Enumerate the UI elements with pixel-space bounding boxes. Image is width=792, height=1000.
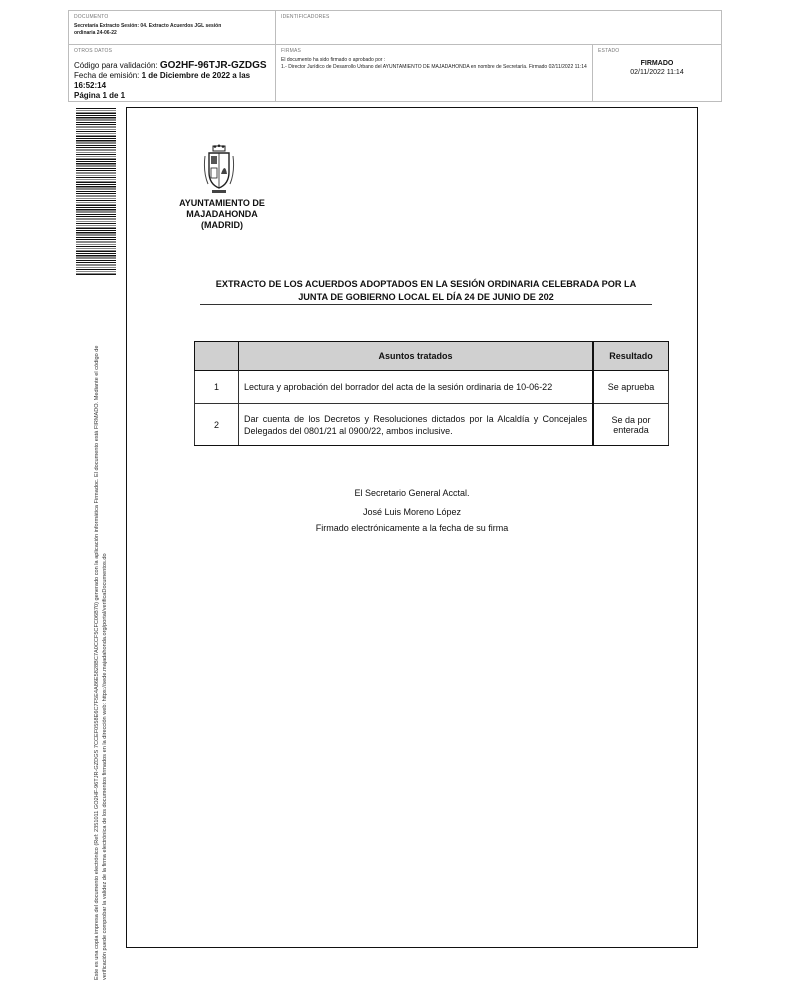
title-line-2: JUNTA DE GOBIERNO LOCAL EL DÍA 24 DE JUNIO DE 202 xyxy=(298,292,554,302)
otros-datos-caption: OTROS DATOS xyxy=(74,48,113,54)
validation-code[interactable]: GO2HF-96TJR-GZDGS xyxy=(159,60,267,71)
agenda-table xyxy=(194,341,669,446)
row-asunto: Dar cuenta de los Decretos y Resoluciones dictados por la Alcaldía y Concejales Delegados del 0801/21 al 0900/22, ambos inclusive. xyxy=(239,404,594,446)
org-line-2: MAJADAHONDA xyxy=(186,209,258,219)
row-resultado: Se da por enterada xyxy=(593,404,669,446)
title-underline xyxy=(200,304,652,305)
row-num: 1 xyxy=(195,371,239,404)
header-resultado: Resultado xyxy=(593,342,669,371)
side-verification-text xyxy=(94,300,109,980)
page-count: Página 1 de 1 xyxy=(74,91,126,100)
signature-role: El Secretario General Acctal. xyxy=(354,488,470,498)
row-resultado: Se aprueba xyxy=(593,371,669,404)
firmas-cell xyxy=(276,45,593,101)
codigo-label: Código para validación: xyxy=(74,61,160,70)
header-asuntos: Asuntos tratados xyxy=(239,342,594,371)
table-row xyxy=(195,404,669,446)
org-line-3: (MADRID) xyxy=(201,220,243,230)
barcode xyxy=(76,108,116,276)
estado-values xyxy=(593,59,721,77)
estado-status: FIRMADO xyxy=(640,60,674,67)
identificadores-cell xyxy=(276,11,721,45)
firmas-line-2: 1.- Director Jurídico de Desarrollo Urbano del AYUNTAMIENTO DE MAJADAHONDA en nombre de Secretaría. Firmado 02/11/2022 11:14 xyxy=(281,64,587,70)
firmas-caption: FIRMAS xyxy=(281,48,302,54)
row-asunto: Lectura y aprobación del borrador del acta de la sesión ordinaria de 10-06-22 xyxy=(239,371,594,404)
documento-caption: DOCUMENTO xyxy=(74,14,109,20)
validation-header xyxy=(68,10,722,102)
side-text-line-1: Este es una copia impresa del documento electrónico (Ref: 2351011 GO2HF-96TJR-GZDGS 7CCEF0558E6C7F5E4A86E5828BC7A0CCF5CFC06B70) generado con la aplicación informática Firmadoc. El documento está FIRMADO. Mediante el código de xyxy=(94,345,100,980)
table-row xyxy=(195,371,669,404)
documento-cell xyxy=(69,11,276,45)
row-num: 2 xyxy=(195,404,239,446)
title-line-1: EXTRACTO DE LOS ACUERDOS ADOPTADOS EN LA SESIÓN ORDINARIA CELEBRADA POR LA xyxy=(215,279,637,289)
document-title xyxy=(200,278,652,304)
otros-datos-values xyxy=(74,61,275,101)
table-header-row xyxy=(195,342,669,371)
coat-of-arms-logo xyxy=(203,144,235,196)
identificadores-caption: IDENTIFICADORES xyxy=(281,14,330,20)
organization-name xyxy=(160,198,284,231)
estado-date: 02/11/2022 11:14 xyxy=(630,69,684,76)
firmas-text xyxy=(281,57,591,71)
fecha-value: 1 de Diciembre de 2022 a las 16:52:14 xyxy=(74,71,251,90)
estado-caption: ESTADO xyxy=(598,48,620,54)
signature-note: Firmado electrónicamente a la fecha de su firma xyxy=(315,523,509,533)
side-text-line-2: verificación puede comprobar la validez de la firma electrónica de los documentos firmados en la dirección web: https://sede.majadahonda.org/portal/verificaDocumentos.do xyxy=(101,553,108,980)
estado-cell xyxy=(593,45,721,101)
org-line-1: AYUNTAMIENTO DE xyxy=(179,198,265,208)
otros-datos-cell xyxy=(69,45,276,101)
fecha-label: Fecha de emisión: xyxy=(74,71,142,80)
documento-value: Secretaría Extracto Sesión: 04. Extracto Acuerdos JGL sesión ordinaria 24-06-22 xyxy=(74,23,222,36)
signature-name: José Luis Moreno López xyxy=(362,507,462,517)
header-num xyxy=(195,342,239,371)
firmas-line-1: El documento ha sido firmado o aprobado por : xyxy=(281,57,386,63)
